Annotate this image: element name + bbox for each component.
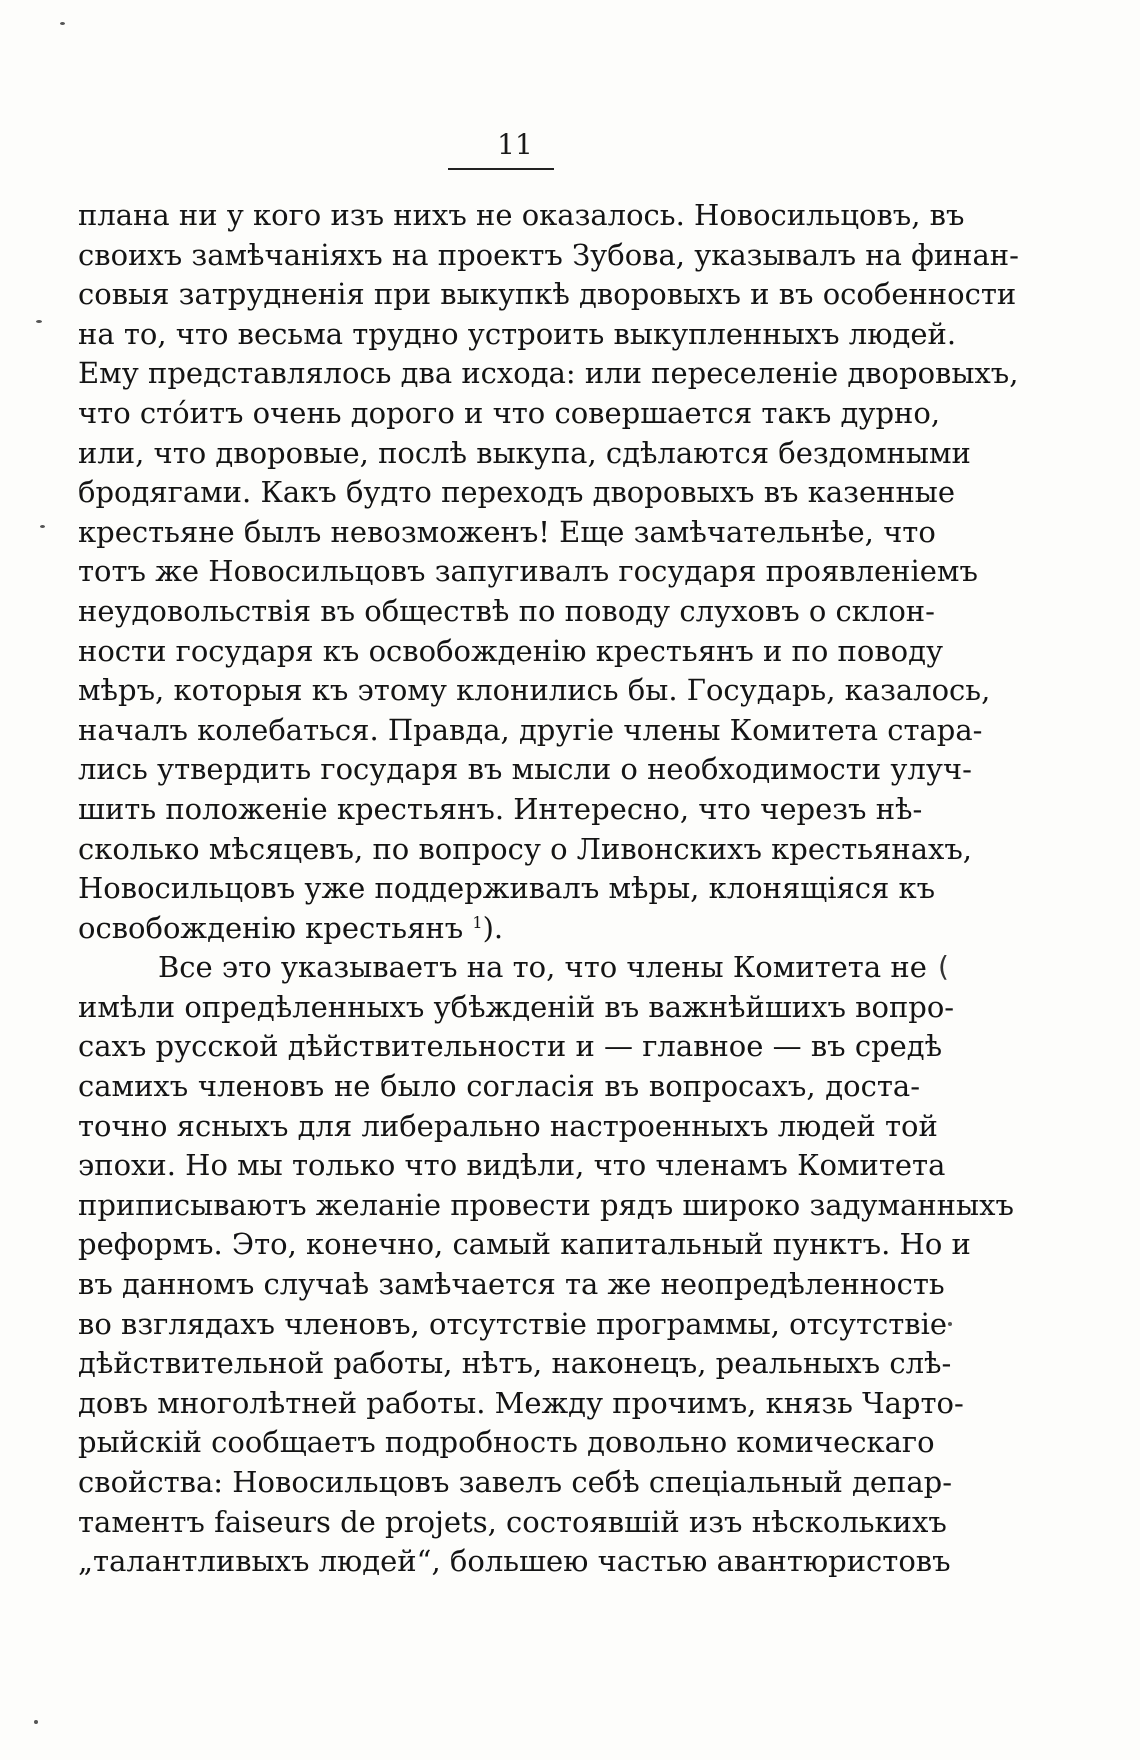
text-line: свойства: Новосильцовъ завелъ себѣ спеціальный депар-: [78, 1465, 953, 1499]
text-line: рыйскій сообщаетъ подробность довольно комическаго: [78, 1425, 935, 1460]
text-line: „талантливыхъ людей“, большею частью авантюристовъ: [78, 1544, 951, 1579]
text-line: ности государя къ освобожденію крестьянъ и по поводу: [78, 633, 944, 668]
header-rule: [448, 168, 554, 170]
text-line: во взглядахъ членовъ, отсутствіе программы, отсутствіе: [78, 1306, 948, 1341]
text-line: эпохи. Но мы только что видѣли, что членамъ Комитета: [78, 1148, 946, 1183]
scan-speck: [60, 22, 65, 25]
text-line: что стóитъ очень дорого и что совершается такъ дурно,: [78, 395, 941, 430]
text-line: реформъ. Это, конечно, самый капитальный пунктъ. Но и: [78, 1227, 971, 1262]
text-line: довъ многолѣтней работы. Между прочимъ, князь Чарто-: [78, 1385, 964, 1420]
text-line: точно ясныхъ для либерально настроенныхъ людей той: [78, 1108, 938, 1143]
text-line: Новосильцовъ уже поддерживалъ мѣры, клонящіяся къ: [78, 871, 936, 906]
text-fragment: ).: [482, 910, 504, 945]
scan-speck: [40, 525, 45, 528]
paragraph: [78, 948, 1014, 1582]
text-line: въ данномъ случаѣ замѣчается та же неопредѣленность: [78, 1267, 945, 1302]
text-line: неудовольствія въ обществѣ по поводу слуховъ о склон-: [78, 593, 935, 628]
text-line: началъ колебаться. Правда, другіе члены Комитета стара-: [78, 712, 983, 747]
body-text: [78, 196, 1019, 1582]
text-line: мѣръ, которыя къ этому клонились бы. Государь, казалось,: [78, 673, 991, 708]
text-line: или, что дворовые, послѣ выкупа, сдѣлаются бездомными: [78, 435, 971, 470]
text-line: самихъ членовъ не было согласія въ вопросахъ, доста-: [78, 1069, 920, 1104]
text-line: Все это указываетъ на то, что члены Комитета не: [158, 950, 927, 985]
scan-speck: [34, 1720, 38, 1724]
text-line: лись утвердить государя въ мысли о необходимости улуч-: [78, 752, 972, 787]
text-fragment: освобожденію крестьянъ: [78, 910, 464, 945]
margin-bracket: (: [938, 950, 949, 983]
text-line: сахъ русской дѣйствительности и — главное — въ средѣ: [78, 1029, 943, 1064]
footnote-ref: 1: [472, 912, 483, 932]
text-line: дѣйствительной работы, нѣтъ, наконецъ, реальныхъ слѣ-: [78, 1346, 952, 1381]
text-line: [78, 909, 920, 949]
text-line: своихъ замѣчаніяхъ на проектъ Зубова, указывалъ на финан-: [78, 237, 1019, 272]
paragraph: [78, 196, 1019, 948]
text-line: таментъ faiseurs de projets, состоявшій изъ нѣсколькихъ: [78, 1504, 947, 1539]
page-number: 11: [497, 128, 533, 161]
text-line: крестьяне былъ невозможенъ! Еще замѣчательнѣе, что: [78, 514, 936, 549]
text-line: имѣли опредѣленныхъ убѣжденій въ важнѣйшихъ вопро-: [78, 989, 955, 1024]
text-line: на то, что весьма трудно устроить выкупленныхъ людей.: [78, 316, 957, 351]
text-line: совыя затрудненія при выкупкѣ дворовыхъ и въ особенности: [78, 277, 1017, 312]
text-line: плана ни у кого изъ нихъ не оказалось. Новосильцовъ, въ: [78, 198, 965, 232]
scan-speck: [948, 1322, 952, 1326]
text-line: приписываютъ желаніе провести рядъ широко задуманныхъ: [78, 1187, 1014, 1222]
text-line: тотъ же Новосильцовъ запугивалъ государя проявленіемъ: [78, 554, 978, 589]
text-line: бродягами. Какъ будто переходъ дворовыхъ въ казенные: [78, 475, 956, 510]
text-line: Ему представлялось два исхода: или переселеніе дворовыхъ,: [78, 356, 1019, 391]
scan-speck: [36, 320, 42, 323]
text-line: сколько мѣсяцевъ, по вопросу о Ливонскихъ крестьянахъ,: [78, 831, 973, 866]
text-line: шить положеніе крестьянъ. Интересно, что черезъ нѣ-: [78, 791, 923, 826]
